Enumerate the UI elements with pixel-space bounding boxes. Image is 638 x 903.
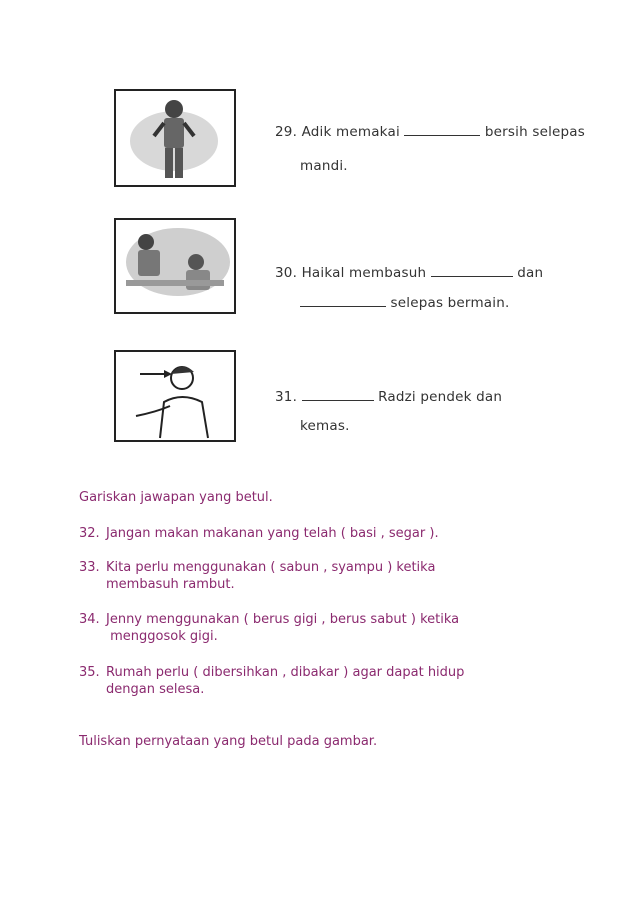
question-30 — [275, 265, 543, 281]
item-text: menggosok gigi. — [106, 629, 218, 644]
question-text: Radzi pendek dan — [378, 389, 503, 405]
question-text: selepas bermain. — [390, 295, 510, 311]
question-31 — [275, 389, 502, 405]
item-34 — [79, 612, 539, 648]
picture-combing-hair — [114, 350, 236, 442]
question-30-line2 — [300, 295, 509, 311]
question-31-line2 — [300, 418, 350, 434]
section-instruction: Gariskan jawapan yang betul. — [79, 490, 273, 505]
question-number: 29. — [275, 124, 298, 140]
item-number: 33. — [79, 560, 100, 575]
answer-blank[interactable] — [404, 134, 480, 136]
question-text: Adik memakai — [301, 124, 400, 140]
picture-boy-dressing — [114, 89, 236, 187]
question-text: mandi. — [300, 158, 348, 174]
item-text: Jangan makan makanan yang telah ( basi , segar ). — [106, 526, 439, 541]
item-number: 35. — [79, 665, 100, 680]
item-35 — [79, 665, 539, 701]
picture-washing-hands — [114, 218, 236, 314]
item-32 — [79, 526, 539, 544]
question-text: bersih selepas — [484, 124, 586, 140]
item-33 — [79, 560, 539, 596]
section-instruction: Tuliskan pernyataan yang betul pada gambar. — [79, 734, 378, 749]
answer-blank[interactable] — [300, 305, 386, 307]
answer-blank[interactable] — [431, 275, 513, 277]
item-text: membasuh rambut. — [106, 577, 235, 592]
item-text: Jenny menggunakan ( berus gigi , berus sabut ) ketika — [106, 612, 460, 627]
question-text: Haikal membasuh — [301, 265, 427, 281]
item-text: Kita perlu menggunakan ( sabun , syampu ) ketika — [106, 560, 436, 575]
question-number: 30. — [275, 265, 298, 281]
question-29-line2 — [300, 158, 348, 174]
question-29 — [275, 124, 585, 140]
washing-illustration — [116, 220, 234, 312]
item-number: 32. — [79, 526, 100, 541]
question-text: kemas. — [300, 418, 350, 434]
question-text: dan — [517, 265, 544, 281]
item-number: 34. — [79, 612, 100, 627]
boy-dressing-illustration — [116, 91, 234, 185]
item-text: dengan selesa. — [106, 682, 205, 697]
combing-hair-illustration — [116, 352, 234, 440]
question-number: 31. — [275, 389, 298, 405]
answer-blank[interactable] — [302, 399, 374, 401]
item-text: Rumah perlu ( dibersihkan , dibakar ) agar dapat hidup — [106, 665, 465, 680]
